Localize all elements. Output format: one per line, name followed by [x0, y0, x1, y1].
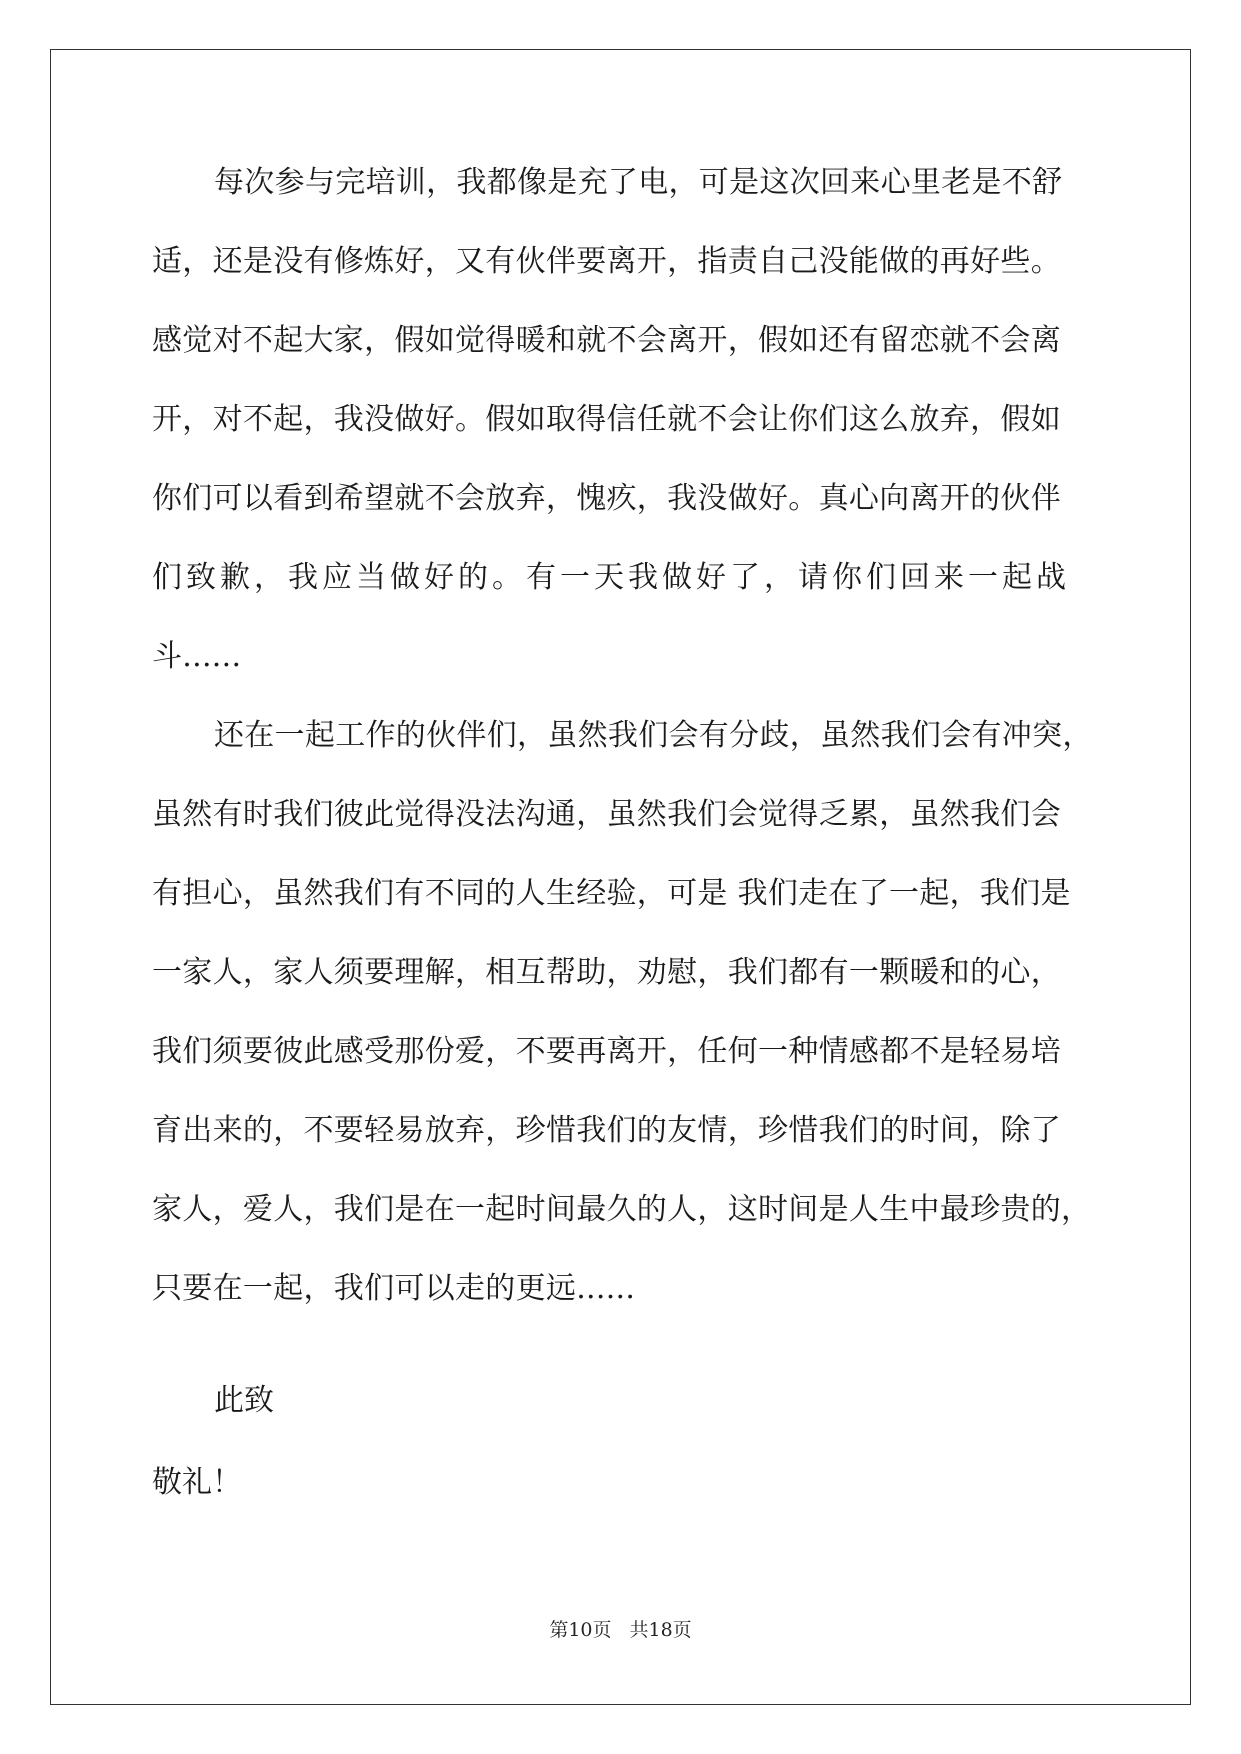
text-line: 一家人，家人须要理解，相互帮助，劝慰，我们都有一颗暖和的心， — [152, 955, 1061, 990]
text-line: 你们可以看到希望就不会放弃，愧疚，我没做好。真心向离开的伙伴 — [152, 481, 1061, 516]
text-line: 们致歉，我应当做好的。有一天我做好了，请你们回来一起战 — [152, 560, 1070, 595]
total-page-count: 共18页 — [629, 1619, 692, 1641]
page-footer — [0, 1615, 1241, 1642]
text-line: 适，还是没有修炼好，又有伙伴要离开，指责自己没能做的再好些。 — [152, 244, 1061, 279]
text-line: 只要在一起，我们可以走的更远...... — [152, 1271, 636, 1306]
current-page-number: 第10页 — [549, 1619, 612, 1641]
text-line: 虽然有时我们彼此觉得没法沟通，虽然我们会觉得乏累，虽然我们会 — [152, 797, 1061, 832]
text-line: 还在一起工作的伙伴们，虽然我们会有分歧，虽然我们会有冲突， — [214, 718, 1093, 753]
text-line: 育出来的，不要轻易放弃，珍惜我们的友情，珍惜我们的时间，除了 — [152, 1113, 1061, 1148]
paragraph-1 — [152, 160, 1092, 713]
letter-body — [152, 160, 1092, 1345]
text-line: 开，对不起，我没做好。假如取得信任就不会让你们这么放弃，假如 — [152, 402, 1061, 437]
text-line: 家人，爱人，我们是在一起时间最久的人，这时间是人生中最珍贵的， — [152, 1192, 1092, 1227]
salutation: 此致 — [214, 1383, 274, 1418]
text-line: 感觉对不起大家，假如觉得暖和就不会离开，假如还有留恋就不会离 — [152, 323, 1061, 358]
text-line: 有担心，虽然我们有不同的人生经验，可是 我们走在了一起，我们是 — [152, 876, 1071, 911]
regards: 敬礼！ — [152, 1465, 242, 1500]
text-line: 斗...... — [152, 639, 242, 674]
text-line: 我们须要彼此感受那份爱，不要再离开，任何一种情感都不是轻易培 — [152, 1034, 1061, 1069]
text-line: 每次参与完培训，我都像是充了电，可是这次回来心里老是不舒 — [214, 165, 1063, 200]
paragraph-2 — [152, 713, 1092, 1345]
